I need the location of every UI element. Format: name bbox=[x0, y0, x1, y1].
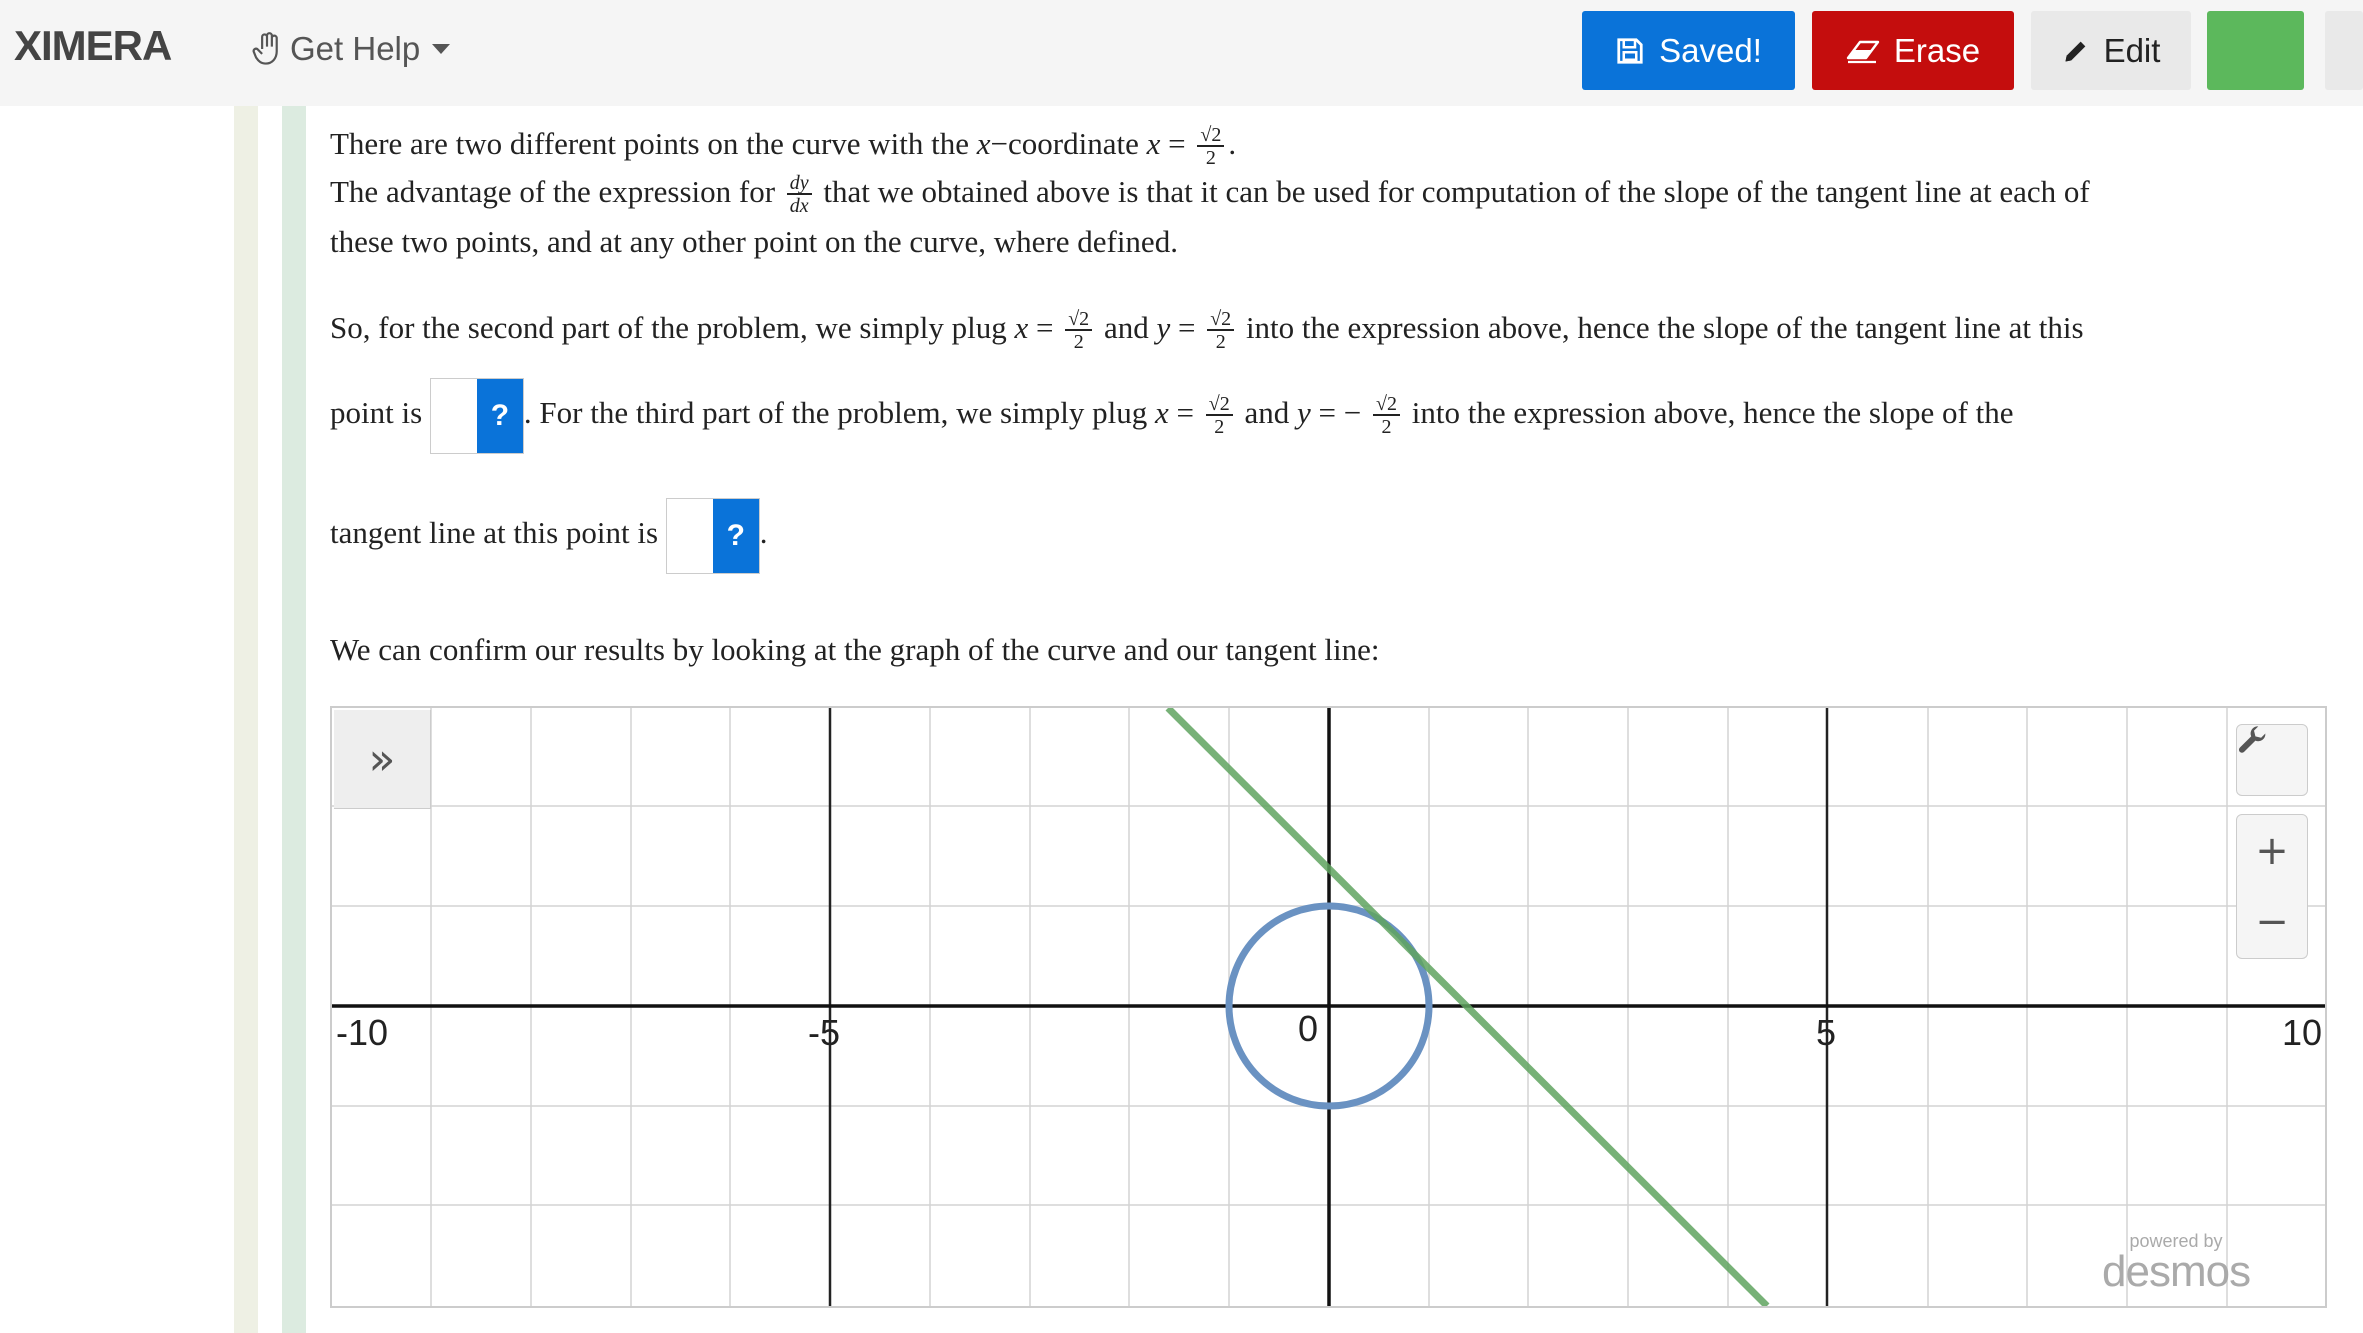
help-button-2[interactable]: ? bbox=[713, 499, 759, 573]
wrench-icon[interactable] bbox=[2236, 724, 2308, 796]
edit-label: Edit bbox=[2103, 31, 2161, 69]
paragraph-tangent-slope: tangent line at this point is ? . bbox=[330, 493, 768, 574]
help-button-1[interactable]: ? bbox=[477, 379, 523, 453]
hand-icon bbox=[252, 32, 282, 66]
wrench-glyph bbox=[2237, 725, 2271, 759]
left-rail bbox=[234, 106, 258, 1333]
erase-label: Erase bbox=[1893, 31, 1981, 69]
x-tick-label: 10 bbox=[2282, 1012, 2323, 1053]
menu-button[interactable] bbox=[2325, 11, 2363, 90]
paragraph-third-part: point is ? . For the third part of the problem, we simply plug x = $\frac{√2}{2}$ and y = − $\frac{√2}{2}$ into the expression above, hence the slope of the bbox=[330, 373, 2013, 454]
pencil-icon bbox=[2062, 37, 2090, 65]
fraction-dy-dx: $\frac{dy}{dx}$ bbox=[787, 173, 812, 216]
minus-icon: − bbox=[2255, 899, 2289, 945]
saved-label: Saved! bbox=[1659, 31, 1762, 69]
get-help-label: Get Help bbox=[290, 30, 421, 67]
erase-button[interactable] bbox=[1812, 11, 2014, 90]
x-tick-label: -10 bbox=[336, 1012, 389, 1053]
paragraph-advantage-cont: these two points, and at any other point on the curve, where defined. bbox=[330, 224, 1178, 259]
paragraph-confirm: We can confirm our results by looking at the graph of the curve and our tangent line: bbox=[330, 632, 1380, 667]
paragraph-second-part: So, for the second part of the problem, we simply plug x = $\frac{√2}{2}$ and y = $\frac{√2}{2}$ into the expression above, hence the slope of the tangent line at this bbox=[330, 308, 2084, 354]
ximera-logo[interactable]: XIMERA bbox=[14, 22, 172, 69]
saved-button[interactable] bbox=[1582, 11, 1795, 90]
x-tick-label: 5 bbox=[1816, 1012, 1837, 1053]
plus-icon: + bbox=[2255, 828, 2289, 874]
desmos-graph[interactable] bbox=[330, 706, 2327, 1308]
zoom-out-button[interactable] bbox=[2236, 886, 2308, 959]
get-help-dropdown[interactable] bbox=[252, 30, 450, 68]
eraser-icon bbox=[1846, 38, 1880, 64]
zoom-in-button[interactable] bbox=[2236, 814, 2308, 888]
answer-box-2 bbox=[666, 498, 760, 574]
save-icon bbox=[1615, 36, 1645, 66]
desmos-logo[interactable]: powered by desmos bbox=[2102, 1231, 2251, 1296]
chevron-down-icon bbox=[432, 44, 450, 54]
graph-canvas[interactable] bbox=[332, 708, 2325, 1306]
status-green-button[interactable] bbox=[2207, 11, 2304, 90]
top-bar bbox=[0, 0, 2363, 106]
double-chevron-right-icon[interactable]: » bbox=[334, 710, 431, 809]
paragraph-advantage: The advantage of the expression for $\frac{dy}{dx}$ that we obtained above is that it can be used for computation of the slope of the tangent line at each of bbox=[330, 172, 2090, 218]
edit-button[interactable] bbox=[2031, 11, 2191, 90]
answer-box-1 bbox=[430, 378, 524, 454]
x-tick-label: -5 bbox=[808, 1012, 841, 1053]
activity-rail bbox=[282, 106, 306, 1333]
paragraph-points: There are two different points on the curve with the x−coordinate x = $\frac{√2}{2}$ . bbox=[330, 124, 1237, 170]
fraction-sqrt2-over-2: $\frac{√2}{2}$ bbox=[1197, 125, 1224, 168]
x-tick-label: 0 bbox=[1298, 1008, 1319, 1049]
